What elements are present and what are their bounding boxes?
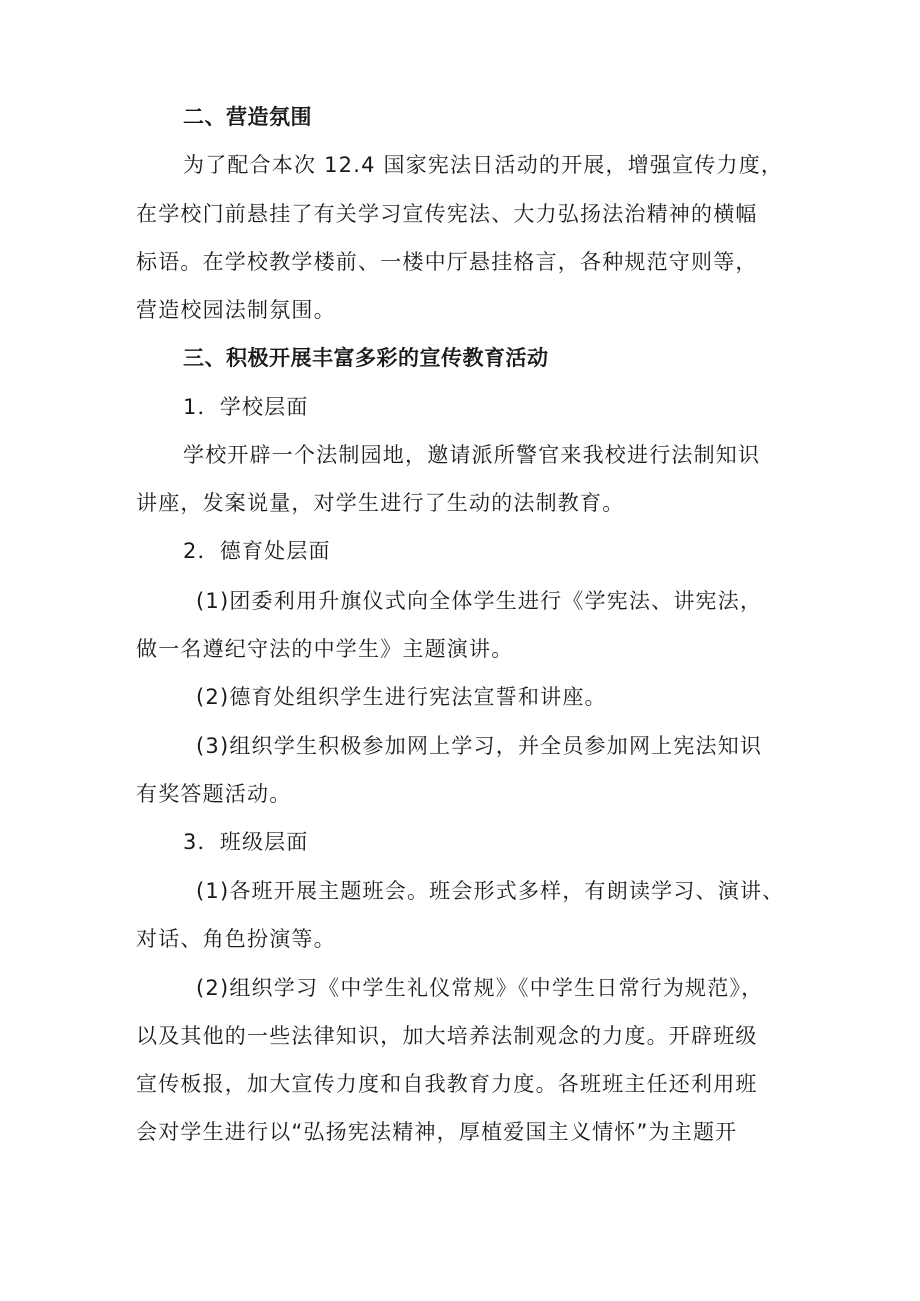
paragraph-line: (2)德育处组织学生进行宪法宣誓和讲座。 bbox=[196, 685, 607, 709]
paragraph-line: 在学校门前悬挂了有关学习宣传宪法、大力弘扬法治精神的横幅 bbox=[136, 202, 758, 226]
paragraph-line: (3)组织学生积极参加网上学习，并全员参加网上宪法知识 bbox=[196, 734, 763, 758]
paragraph-line: 有奖答题活动。 bbox=[136, 782, 292, 806]
section-heading-atmosphere: 二、营造氛围 bbox=[183, 105, 312, 129]
paragraph-line: 学校开辟一个法制园地，邀请派所警官来我校进行法制知识 bbox=[183, 443, 761, 467]
paragraph-line: (2)组织学习《中学生礼仪常规》《中学生日常行为规范》， bbox=[196, 976, 764, 1000]
paragraph-line: 标语。在学校教学楼前、一楼中厅悬挂格言，各种规范守则等， bbox=[136, 250, 758, 274]
paragraph-line: (1)各班开展主题班会。班会形式多样，有朗读学习、演讲、 bbox=[196, 879, 785, 903]
paragraph-line: 宣传板报，加大宣传力度和自我教育力度。各班班主任还利用班 bbox=[136, 1072, 758, 1096]
paragraph-line: 为了配合本次 12.4 国家宪法日活动的开展，增强宣传力度， bbox=[183, 153, 784, 177]
paragraph-line: 营造校园法制氛围。 bbox=[136, 298, 336, 322]
paragraph-line: 讲座，发案说量，对学生进行了生动的法制教育。 bbox=[136, 491, 625, 515]
paragraph-line: 以及其他的一些法律知识，加大培养法制观念的力度。开辟班级 bbox=[136, 1024, 758, 1048]
section-heading-activities: 三、积极开展丰富多彩的宣传教育活动 bbox=[183, 346, 549, 370]
subsection-title-school: 1．学校层面 bbox=[183, 395, 309, 419]
paragraph-line: 做一名遵纪守法的中学生》主题演讲。 bbox=[136, 637, 514, 661]
subsection-title-moral-office: 2．德育处层面 bbox=[183, 539, 331, 563]
subsection-title-class: 3．班级层面 bbox=[183, 830, 309, 854]
paragraph-line: (1)团委利用升旗仪式向全体学生进行《学宪法、讲宪法， bbox=[196, 589, 763, 613]
paragraph-line: 会对学生进行以“弘扬宪法精神，厚植爱国主义情怀”为主题开 bbox=[136, 1120, 738, 1144]
paragraph-line: 对话、角色扮演等。 bbox=[136, 927, 336, 951]
